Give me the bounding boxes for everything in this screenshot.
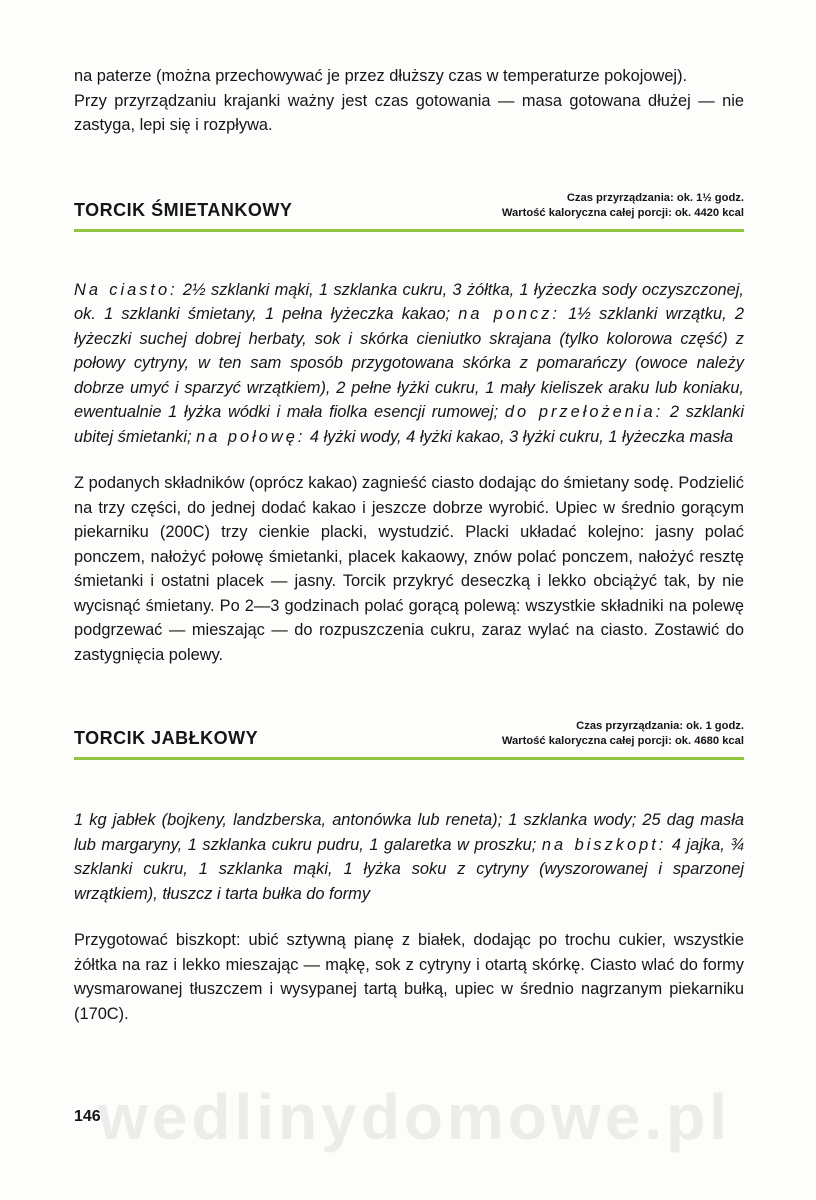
recipe-header (74, 191, 744, 232)
ingredients (74, 278, 744, 450)
recipe-header (74, 719, 744, 760)
watermark: wedlinydomowe.pl (98, 1081, 731, 1153)
ingredient-label: na poncz: (458, 305, 560, 323)
ingredient-text: 1 kg jabłek (bojkeny, landzberska, antonówka lub reneta); 1 szklanka wody; 25 dag masła lub margaryny, 1 szklanka cukru pudru, 1 galaretka w proszku; (74, 811, 744, 854)
ingredients (74, 808, 744, 906)
ingredient-text: 4 łyżki wody, 4 łyżki kakao, 3 łyżki cukru, 1 łyżeczka masła (305, 427, 734, 446)
ingredient-label: na biszkopt: (541, 835, 667, 854)
ingredient-text: 2 szklanki ubitej śmietanki; (74, 403, 744, 446)
ingredient-label: Na ciasto: (74, 280, 178, 299)
ingredient-text: 1½ szklanki wrzątku, 2 łyżeczki suchej dobrej herbaty, sok i skórka cieniutko skrajana (tylko kolorowa część) z połowy cytryny, w ten sam sposób przygotowana skórka z pomarańczy (owoce należy dobrze umyć i sparzyć wrzątkiem), 2 pełne łyżki cukru, 1 mały kieliszek araku lub koniaku, ewentualnie 1 łyżka wódki i mała fiolka esencji rumowej; (74, 305, 745, 421)
method-paragraph: Przygotować biszkopt: ubić sztywną pianę z białek, dodając po trochu cukier, wszystkie żółtka na raz i lekko mieszając — mąkę, sok z cytryny i otartą skórkę. Ciasto wlać do formy wysmarowanej tłuszczem i wysypanej tartą bułką, upiec w średnio nagrzanym piekarniku (170C). (74, 931, 744, 1023)
recipe-title: TORCIK JABŁKOWY (74, 728, 259, 748)
ingredient-text: 4 jajka, ¾ szklanki cukru, 1 szklanka mąki, 1 łyżka soku z cytryny (wyszorowanej i sparzonej wrzątkiem), tłuszcz i tarta bułka do formy (74, 835, 745, 903)
recipe-title: TORCIK ŚMIETANKOWY (74, 199, 293, 220)
calories: Wartość kaloryczna całej porcji: ok. 4680 kcal (501, 735, 744, 747)
method-paragraph: Z podanych składników (oprócz kakao) zagnieść ciasto dodając do śmietany sodę. Podzielić na trzy części, do jednej dodać kakao i jeszcze dobrze wyrobić. Upiec w średnio gorącym piekarniku (200C) trzy cienkie placki, wystudzić. Placki układać kolejno: jasny polać ponczem, nałożyć połowę śmietanki, placek kakaowy, znów polać ponczem, nałożyć resztę śmietanki i ostatni placek — jasny. Torcik przykryć deseczką i lekko obciążyć tak, by nie wycisnąć śmietany. Po 2—3 godzinach polać gorącą polewą: wszystkie składniki na polewę podgrzewać — mieszając — do rozpuszczenia cukru, zaraz wylać na ciasto. Zostawić do zastygnięcia polewy. (74, 474, 744, 664)
intro-paragraph: na paterze (można przechowywać je przez dłuższy czas w temperaturze pokojowej). (74, 67, 688, 85)
recipe-meta (502, 719, 744, 749)
recipe-meta (502, 191, 744, 221)
ingredient-text: 2½ szklanki mąki, 1 szklanka cukru, 3 żółtka, 1 łyżeczka sody oczyszczonej, ok. 1 szklanki śmietany, 1 pełna łyżeczka kakao; (74, 280, 744, 323)
prep-time: Czas przyrządzania: ok. 1½ godz. (566, 191, 744, 204)
green-divider (74, 757, 744, 760)
prep-time: Czas przyrządzania: ok. 1 godz. (576, 720, 744, 732)
calories: Wartość kaloryczna całej porcji: ok. 4420 kcal (501, 206, 744, 219)
intro-paragraph-2: Przy przyrządzaniu krajanki ważny jest czas gotowania — masa gotowana dłużej — nie zastyga, lepi się i rozpływa. (74, 91, 744, 134)
ingredient-label: do przełożenia: (504, 403, 664, 421)
page-number: 146 (74, 1108, 101, 1125)
ingredient-label: na połowę: (196, 427, 306, 446)
green-divider (74, 229, 744, 232)
page-content (74, 64, 744, 1026)
